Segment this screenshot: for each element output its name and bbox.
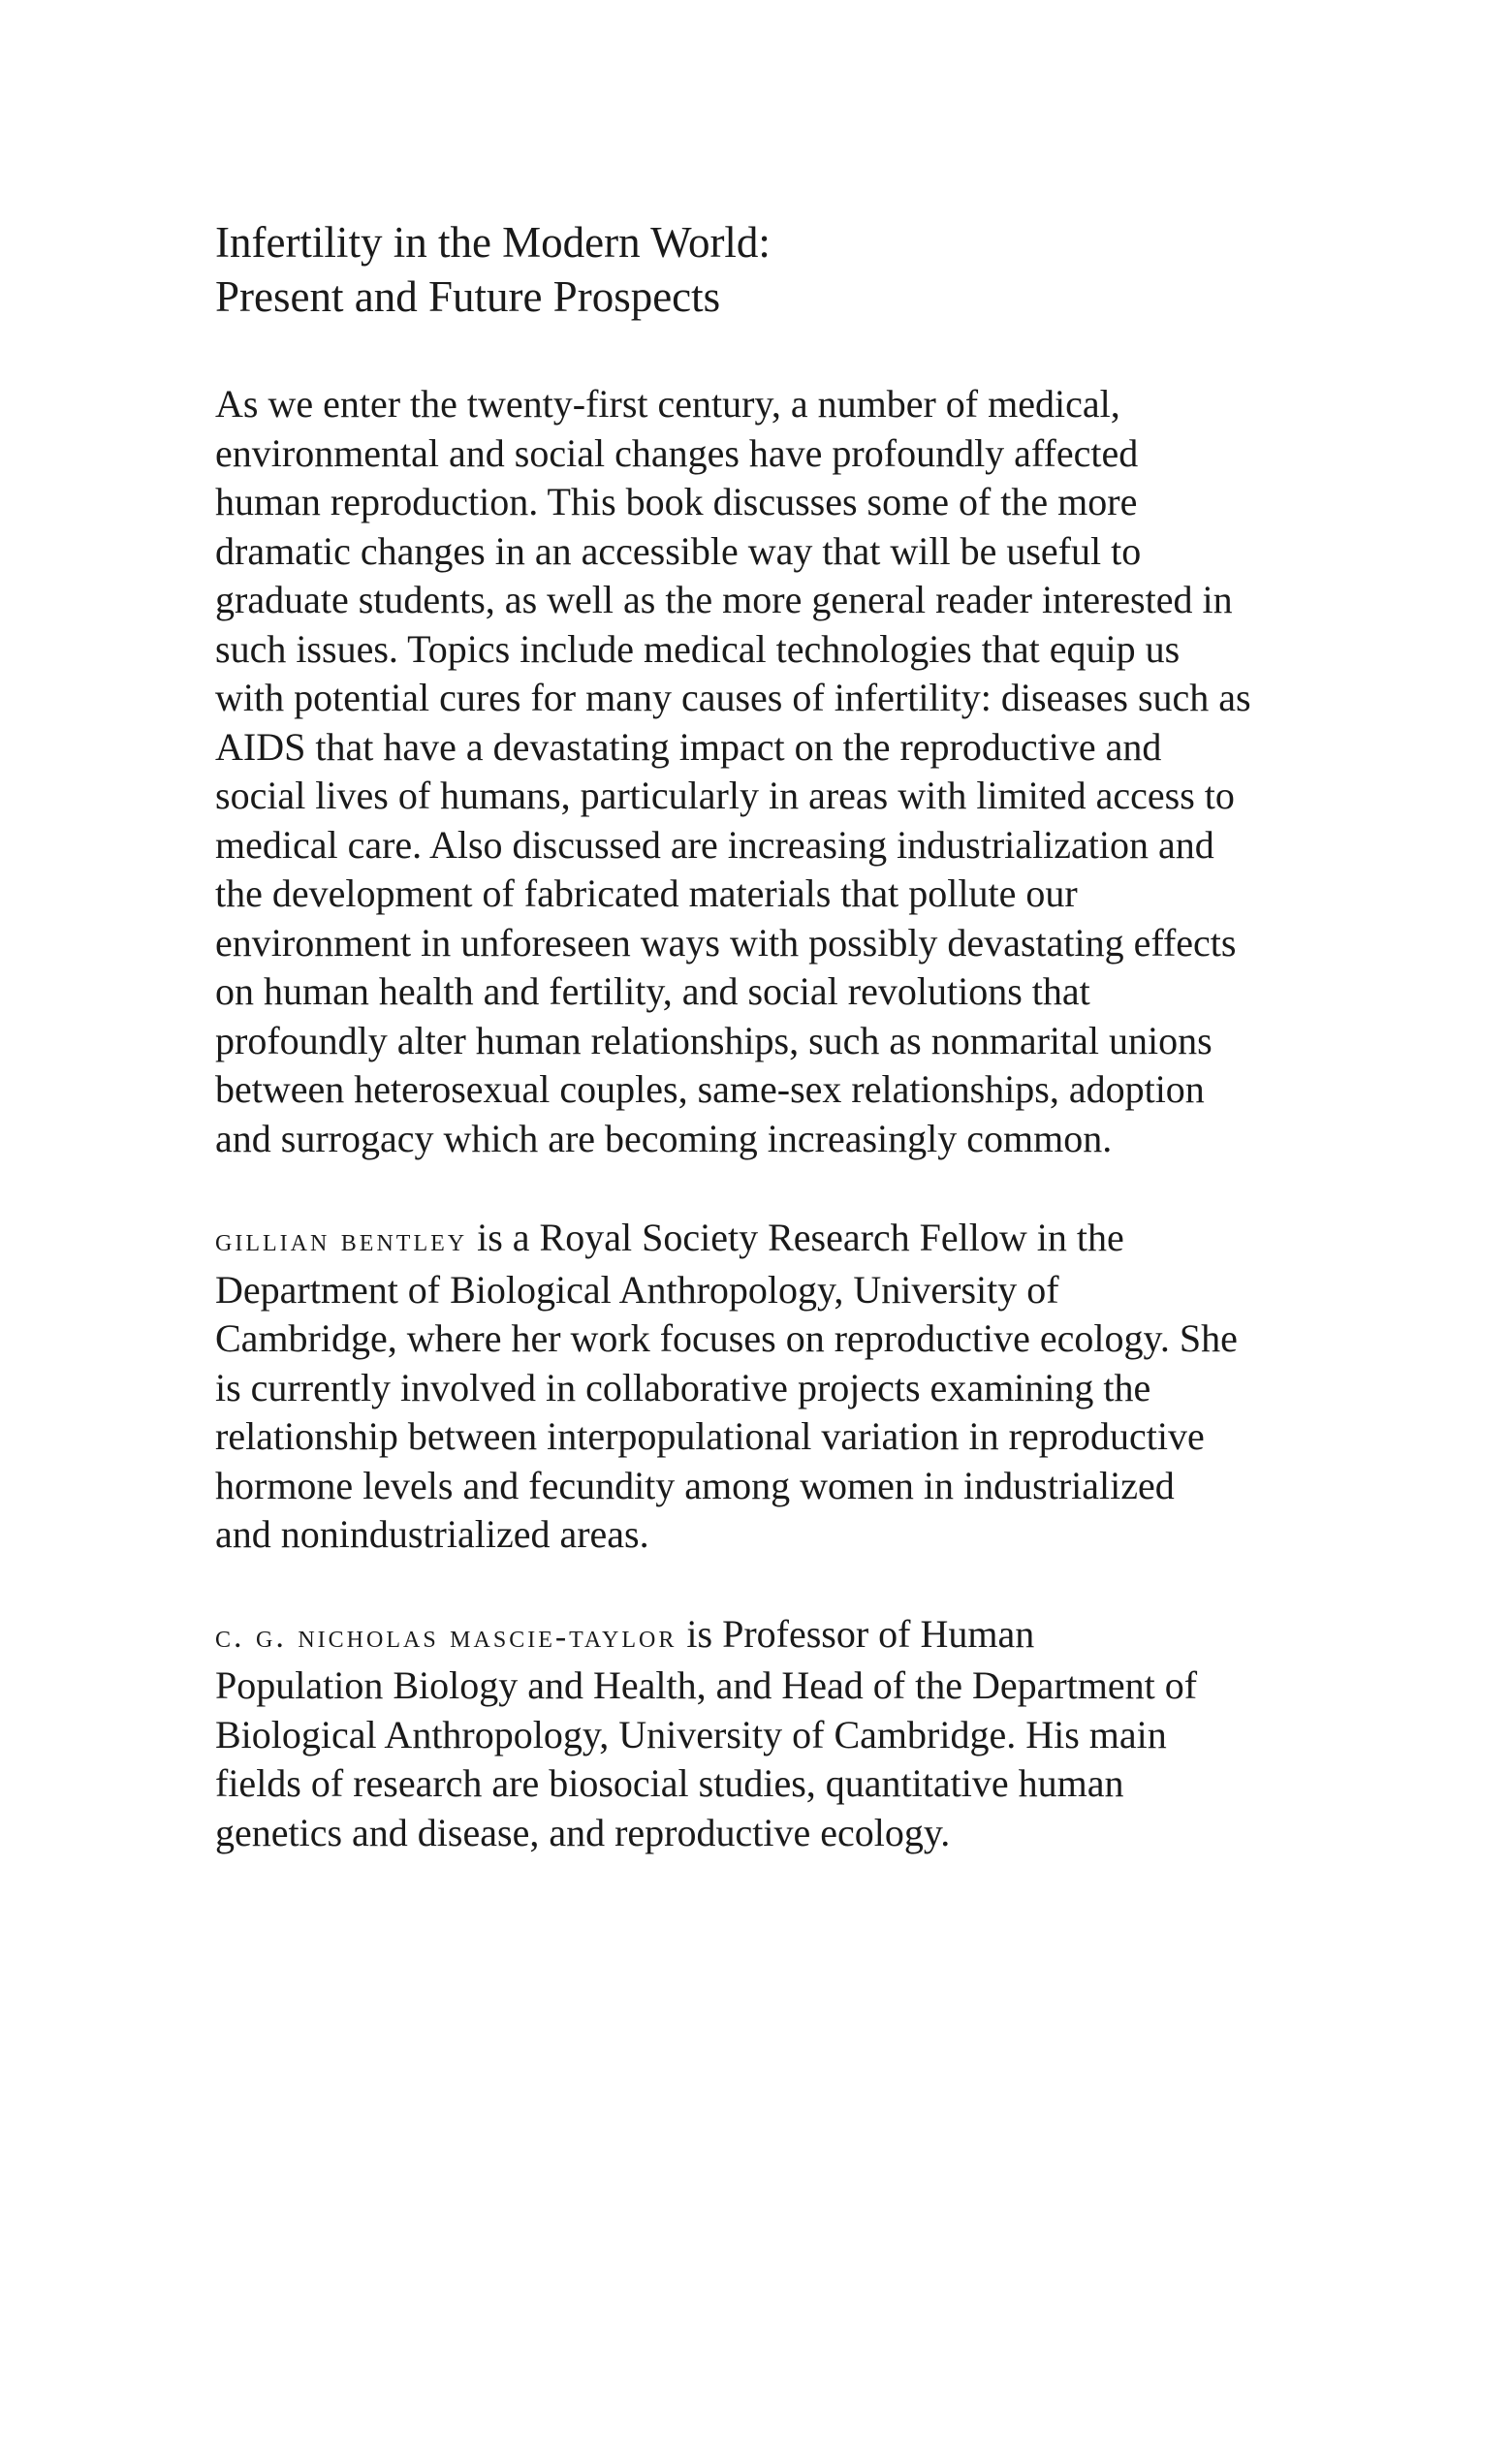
bio-line: Cambridge, where her work focuses on reproductive ecology. She	[215, 1316, 1238, 1360]
bio-first-line	[215, 1214, 1320, 1266]
bio-line: Biological Anthropology, University of Cambridge. His main	[215, 1712, 1167, 1757]
summary-line: such issues. Topics include medical technologies that equip us	[215, 626, 1181, 671]
bio-line: Department of Biological Anthropology, University of	[215, 1267, 1059, 1312]
summary-line: graduate students, as well as the more general reader interested in	[215, 578, 1233, 621]
summary-line: medical care. Also discussed are increasing industrialization and	[215, 822, 1214, 867]
book-subtitle-line: Present and Future Prospects	[215, 272, 721, 321]
summary-line: profoundly alter human relationships, such as nonmarital unions	[215, 1018, 1213, 1062]
summary-line: on human health and fertility, and social revolutions that	[215, 969, 1090, 1013]
bio-line-text: is a Royal Society Research Fellow in the	[467, 1216, 1124, 1259]
author-bio-mascie-taylor	[215, 1610, 1320, 1858]
bio-line: genetics and disease, and reproductive ecology.	[215, 1810, 951, 1854]
bio-line: fields of research are biosocial studies, quantitative human	[215, 1761, 1124, 1805]
bio-line: Population Biology and Health, and Head of the Department of	[215, 1663, 1198, 1707]
author-name: c. g. nicholas mascie-taylor	[215, 1618, 677, 1655]
bio-line: is currently involved in collaborative projects examining the	[215, 1365, 1151, 1409]
bio-line-text: is Professor of Human	[677, 1611, 1035, 1656]
author-bio-bentley	[215, 1214, 1320, 1560]
summary-line: As we enter the twenty-first century, a number of medical,	[215, 382, 1120, 426]
book-summary	[215, 380, 1320, 1163]
summary-line: social lives of humans, particularly in areas with limited access to	[215, 774, 1235, 817]
author-name: gillian bentley	[215, 1222, 468, 1258]
summary-line: environment in unforeseen ways with possibly devastating effects	[215, 920, 1237, 965]
bio-line: and nonindustrialized areas.	[215, 1512, 649, 1556]
bio-first-line	[215, 1610, 1320, 1662]
summary-line: human reproduction. This book discusses some of the more	[215, 480, 1138, 523]
summary-line: and surrogacy which are becoming increasingly common.	[215, 1116, 1113, 1160]
summary-line: AIDS that have a devastating impact on the reproductive and	[215, 724, 1162, 769]
bio-line: relationship between interpopulational variation in reproductive	[215, 1414, 1205, 1458]
summary-line: the development of fabricated materials that pollute our	[215, 871, 1078, 915]
summary-line: environmental and social changes have profoundly affected	[215, 430, 1139, 475]
summary-line: dramatic changes in an accessible way that will be useful to	[215, 528, 1142, 573]
book-title-line: Infertility in the Modern World:	[215, 218, 771, 267]
summary-line: between heterosexual couples, same-sex relationships, adoption	[215, 1067, 1205, 1111]
book-title	[215, 215, 1320, 324]
page-content	[215, 215, 1320, 1908]
summary-line: with potential cures for many causes of infertility: diseases such as	[215, 676, 1251, 719]
bio-line: hormone levels and fecundity among women in industrialized	[215, 1463, 1175, 1507]
